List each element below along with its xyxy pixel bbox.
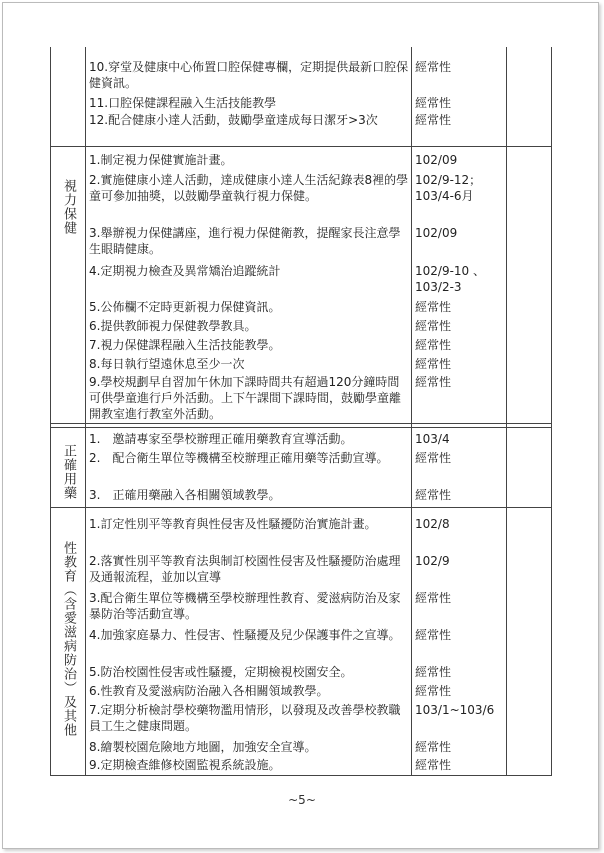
oral-item-12: 12.配合健康小達人活動，鼓勵學童達成每日潔牙>3次 xyxy=(89,113,378,127)
health-plan-table xyxy=(50,47,552,776)
sexed-schedule-6: 經常性 xyxy=(415,684,452,698)
column-divider xyxy=(411,47,412,775)
sexed-schedule-3: 經常性 xyxy=(415,591,452,605)
sexed-schedule-5: 經常性 xyxy=(415,665,452,679)
sexed-schedule-7: 103/1~103/6 xyxy=(415,703,495,717)
sexed-schedule-4: 經常性 xyxy=(415,628,452,642)
vision-schedule-4: 102/9-10 、103/2-3 xyxy=(415,264,485,294)
sexed-schedule-8: 經常性 xyxy=(415,740,452,754)
sexed-item-4: 4.加強家庭暴力、性侵害、性騷擾及兒少保護事件之宣導。 xyxy=(89,628,401,642)
sexed-item-2: 2.落實性別平等教育法與制訂校園性侵害及性騷擾防治處理及通報流程，並加以宣導 xyxy=(89,554,401,584)
vision-item-1: 1.制定視力保健實施計畫。 xyxy=(89,153,233,167)
medication-schedule-2: 經常性 xyxy=(415,451,452,465)
vision-item-7: 7.視力保健課程融入生活技能教學。 xyxy=(89,338,281,352)
oral-schedule-11: 經常性 xyxy=(415,96,452,110)
oral-schedule-12: 經常性 xyxy=(415,113,452,127)
sexed-schedule-9: 經常性 xyxy=(415,758,452,772)
sexed-schedule-2: 102/9 xyxy=(415,554,450,568)
medication-schedule-1: 103/4 xyxy=(415,432,450,446)
medication-item-2: 2. 配合衛生單位等機構至校辦理正確用藥等活動宣導。 xyxy=(89,451,389,465)
row-divider xyxy=(51,423,551,428)
vision-item-2: 2.實施健康小達人活動，達成健康小達人生活紀錄表8裡的學童可參加抽獎，以鼓勵學童執行視力保健。 xyxy=(89,173,409,203)
vision-schedule-1: 102/09 xyxy=(415,153,458,167)
vision-item-5: 5.公佈欄不定時更新視力保健資訊。 xyxy=(89,300,281,314)
vision-item-4: 4.定期視力檢查及異常矯治追蹤統計 xyxy=(89,264,281,278)
column-divider xyxy=(506,47,507,775)
vision-schedule-2: 102/9-12；103/4-6月 xyxy=(415,173,482,203)
page-number: ~5~ xyxy=(288,793,316,807)
sexed-item-7: 7.定期分析檢討學校藥物濫用情形，以發現及改善學校教職員工生之健康問題。 xyxy=(89,703,401,733)
vision-schedule-3: 102/09 xyxy=(415,226,458,240)
column-divider xyxy=(85,47,86,775)
sexed-schedule-1: 102/8 xyxy=(415,517,450,531)
sexed-item-3: 3.配合衛生單位等機構至學校辦理性教育、愛滋病防治及家暴防治等活動宣導。 xyxy=(89,591,401,621)
row-divider xyxy=(51,507,551,508)
section-title-medication: 正確用藥 xyxy=(61,444,76,500)
vision-item-9: 9.學校規劃早自習加午休加下課時間共有超過120分鐘時間可供學童進行戶外活動。上下午課間下課時間，鼓勵學童離開教室進行教室外活動。 xyxy=(89,375,402,421)
vision-item-3: 3.舉辦視力保健講座，進行視力保健衛教，提醒家長注意學生眼睛健康。 xyxy=(89,226,401,256)
medication-item-1: 1. 邀請專家至學校辦理正確用藥教育宣導活動。 xyxy=(89,432,353,446)
sexed-item-1: 1.訂定性別平等教育與性侵害及性騷擾防治實施計畫。 xyxy=(89,517,377,531)
vision-schedule-7: 經常性 xyxy=(415,338,452,352)
vision-item-6: 6.提供教師視力保健教學教具。 xyxy=(89,319,257,333)
row-divider xyxy=(51,146,551,147)
sexed-item-8: 8.繪製校園危險地方地圖，加強安全宣導。 xyxy=(89,740,317,754)
vision-schedule-8: 經常性 xyxy=(415,357,452,371)
vision-schedule-6: 經常性 xyxy=(415,319,452,333)
oral-item-11: 11.口腔保健課程融入生活技能教學 xyxy=(89,96,277,110)
sexed-item-5: 5.防治校園性侵害或性騷擾，定期檢視校園安全。 xyxy=(89,665,353,679)
sexed-item-9: 9.定期檢查維修校園監視系統設施。 xyxy=(89,758,281,772)
section-title-vision: 視力保健 xyxy=(61,179,76,235)
section-title-sex-education: 性教育（含愛滋病防治）及其他 xyxy=(61,541,76,737)
oral-item-10: 10.穿堂及健康中心佈置口腔保健專欄，定期提供最新口腔保健資訊。 xyxy=(89,60,409,90)
sexed-item-6: 6.性教育及愛滋病防治融入各相關領域教學。 xyxy=(89,684,329,698)
medication-schedule-3: 經常性 xyxy=(415,488,452,502)
medication-item-3: 3. 正確用藥融入各相關領域教學。 xyxy=(89,488,281,502)
vision-schedule-5: 經常性 xyxy=(415,300,452,314)
vision-item-8: 8.每日執行望遠休息至少一次 xyxy=(89,357,245,371)
vision-schedule-9: 經常性 xyxy=(415,375,452,389)
oral-schedule-10: 經常性 xyxy=(415,60,452,74)
